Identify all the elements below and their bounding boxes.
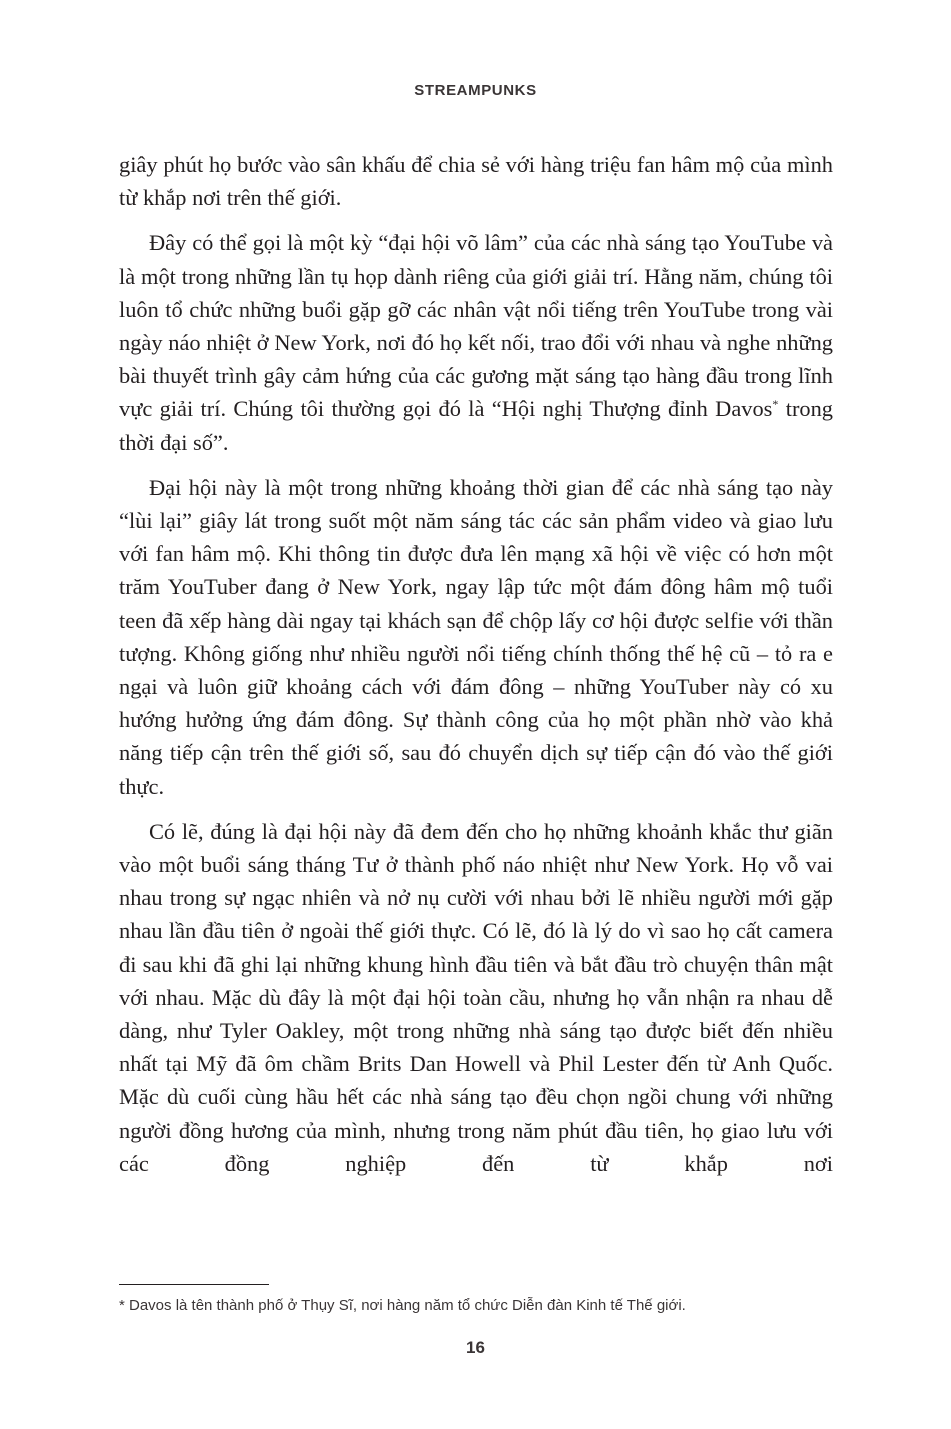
running-header-title: STREAMPUNKS <box>414 82 537 99</box>
paragraph-2-text-end: trong thời đại số”. <box>119 396 833 455</box>
paragraph-4: Có lẽ, đúng là đại hội này đã đem đến cho họ những khoảnh khắc thư giãn vào một buổi sáng tháng Tư ở thành phố náo nhiệt như New York. Họ vỗ vai nhau trong sự ngạc nhiên và nở nụ cười với nhau bởi lẽ nhiều người mới gặp nhau lần đầu tiên ở ngoài thế giới thực. Có lẽ, đó là lý do vì sao họ cất camera đi sau khi đã ghi lại những khung hình đầu tiên và bắt đầu trò chuyện thân mật với nhau. Mặc dù đây là một đại hội toàn cầu, nhưng họ vẫn nhận ra nhau dễ dàng, như Tyler Oakley, một trong những nhà sáng tạo được biết đến nhiều nhất tại Mỹ đã ôm chầm Brits Dan Howell và Phil Lester đến từ Anh Quốc. Mặc dù cuối cùng hầu hết các nhà sáng tạo đều chọn ngồi chung với những người đồng hương của mình, nhưng trong năm phút đầu tiên, họ giao lưu với các đồng nghiệp đến từ khắp nơi <box>119 818 833 1176</box>
footnote-divider <box>119 1284 269 1285</box>
page-number: 16 <box>466 1338 485 1357</box>
body-text <box>119 148 833 1180</box>
paragraph-2 <box>119 226 833 458</box>
footnote: * Davos là tên thành phố ở Thụy Sĩ, nơi hàng năm tổ chức Diễn đàn Kinh tế Thế giới. <box>119 1297 686 1314</box>
paragraph-3: Đại hội này là một trong những khoảng thời gian để các nhà sáng tạo này “lùi lại” giây lát trong suốt một năm sáng tác các sản phẩm video và giao lưu với fan hâm mộ. Khi thông tin được đưa lên mạng xã hội về việc có hơn một trăm YouTuber đang ở New York, ngay lập tức một đám đông hâm mộ tuổi teen đã xếp hàng dài ngay tại khách sạn để chộp lấy cơ hội được selfie với thần tượng. Không giống như nhiều người nổi tiếng chính thống thế hệ cũ – tỏ ra e ngại và luôn giữ khoảng cách với đám đông – những YouTuber này có xu hướng hưởng ứng đám đông. Sự thành công của họ một phần nhờ vào khả năng tiếp cận trên thế giới số, sau đó chuyển dịch sự tiếp cận đó vào thế giới thực. <box>119 474 833 799</box>
paragraph-1: giây phút họ bước vào sân khấu để chia sẻ với hàng triệu fan hâm mộ của mình từ khắp nơi trên thế giới. <box>119 152 833 211</box>
footnote-marker: * <box>772 397 779 412</box>
paragraph-2-text: Đây có thể gọi là một kỳ “đại hội võ lâm” của các nhà sáng tạo YouTube và là một trong những lần tụ họp dành riêng của giới giải trí. Hằng năm, chúng tôi luôn tổ chức những buổi gặp gỡ các nhân vật nổi tiếng trên YouTube trong vài ngày náo nhiệt ở New York, nơi đó họ kết nối, trao đổi với nhau và nghe những bài thuyết trình gây cảm hứng của các gương mặt sáng tạo hàng đầu trong lĩnh vực giải trí. Chúng tôi thường gọi đó là “Hội nghị Thượng đỉnh Davos <box>119 230 833 422</box>
